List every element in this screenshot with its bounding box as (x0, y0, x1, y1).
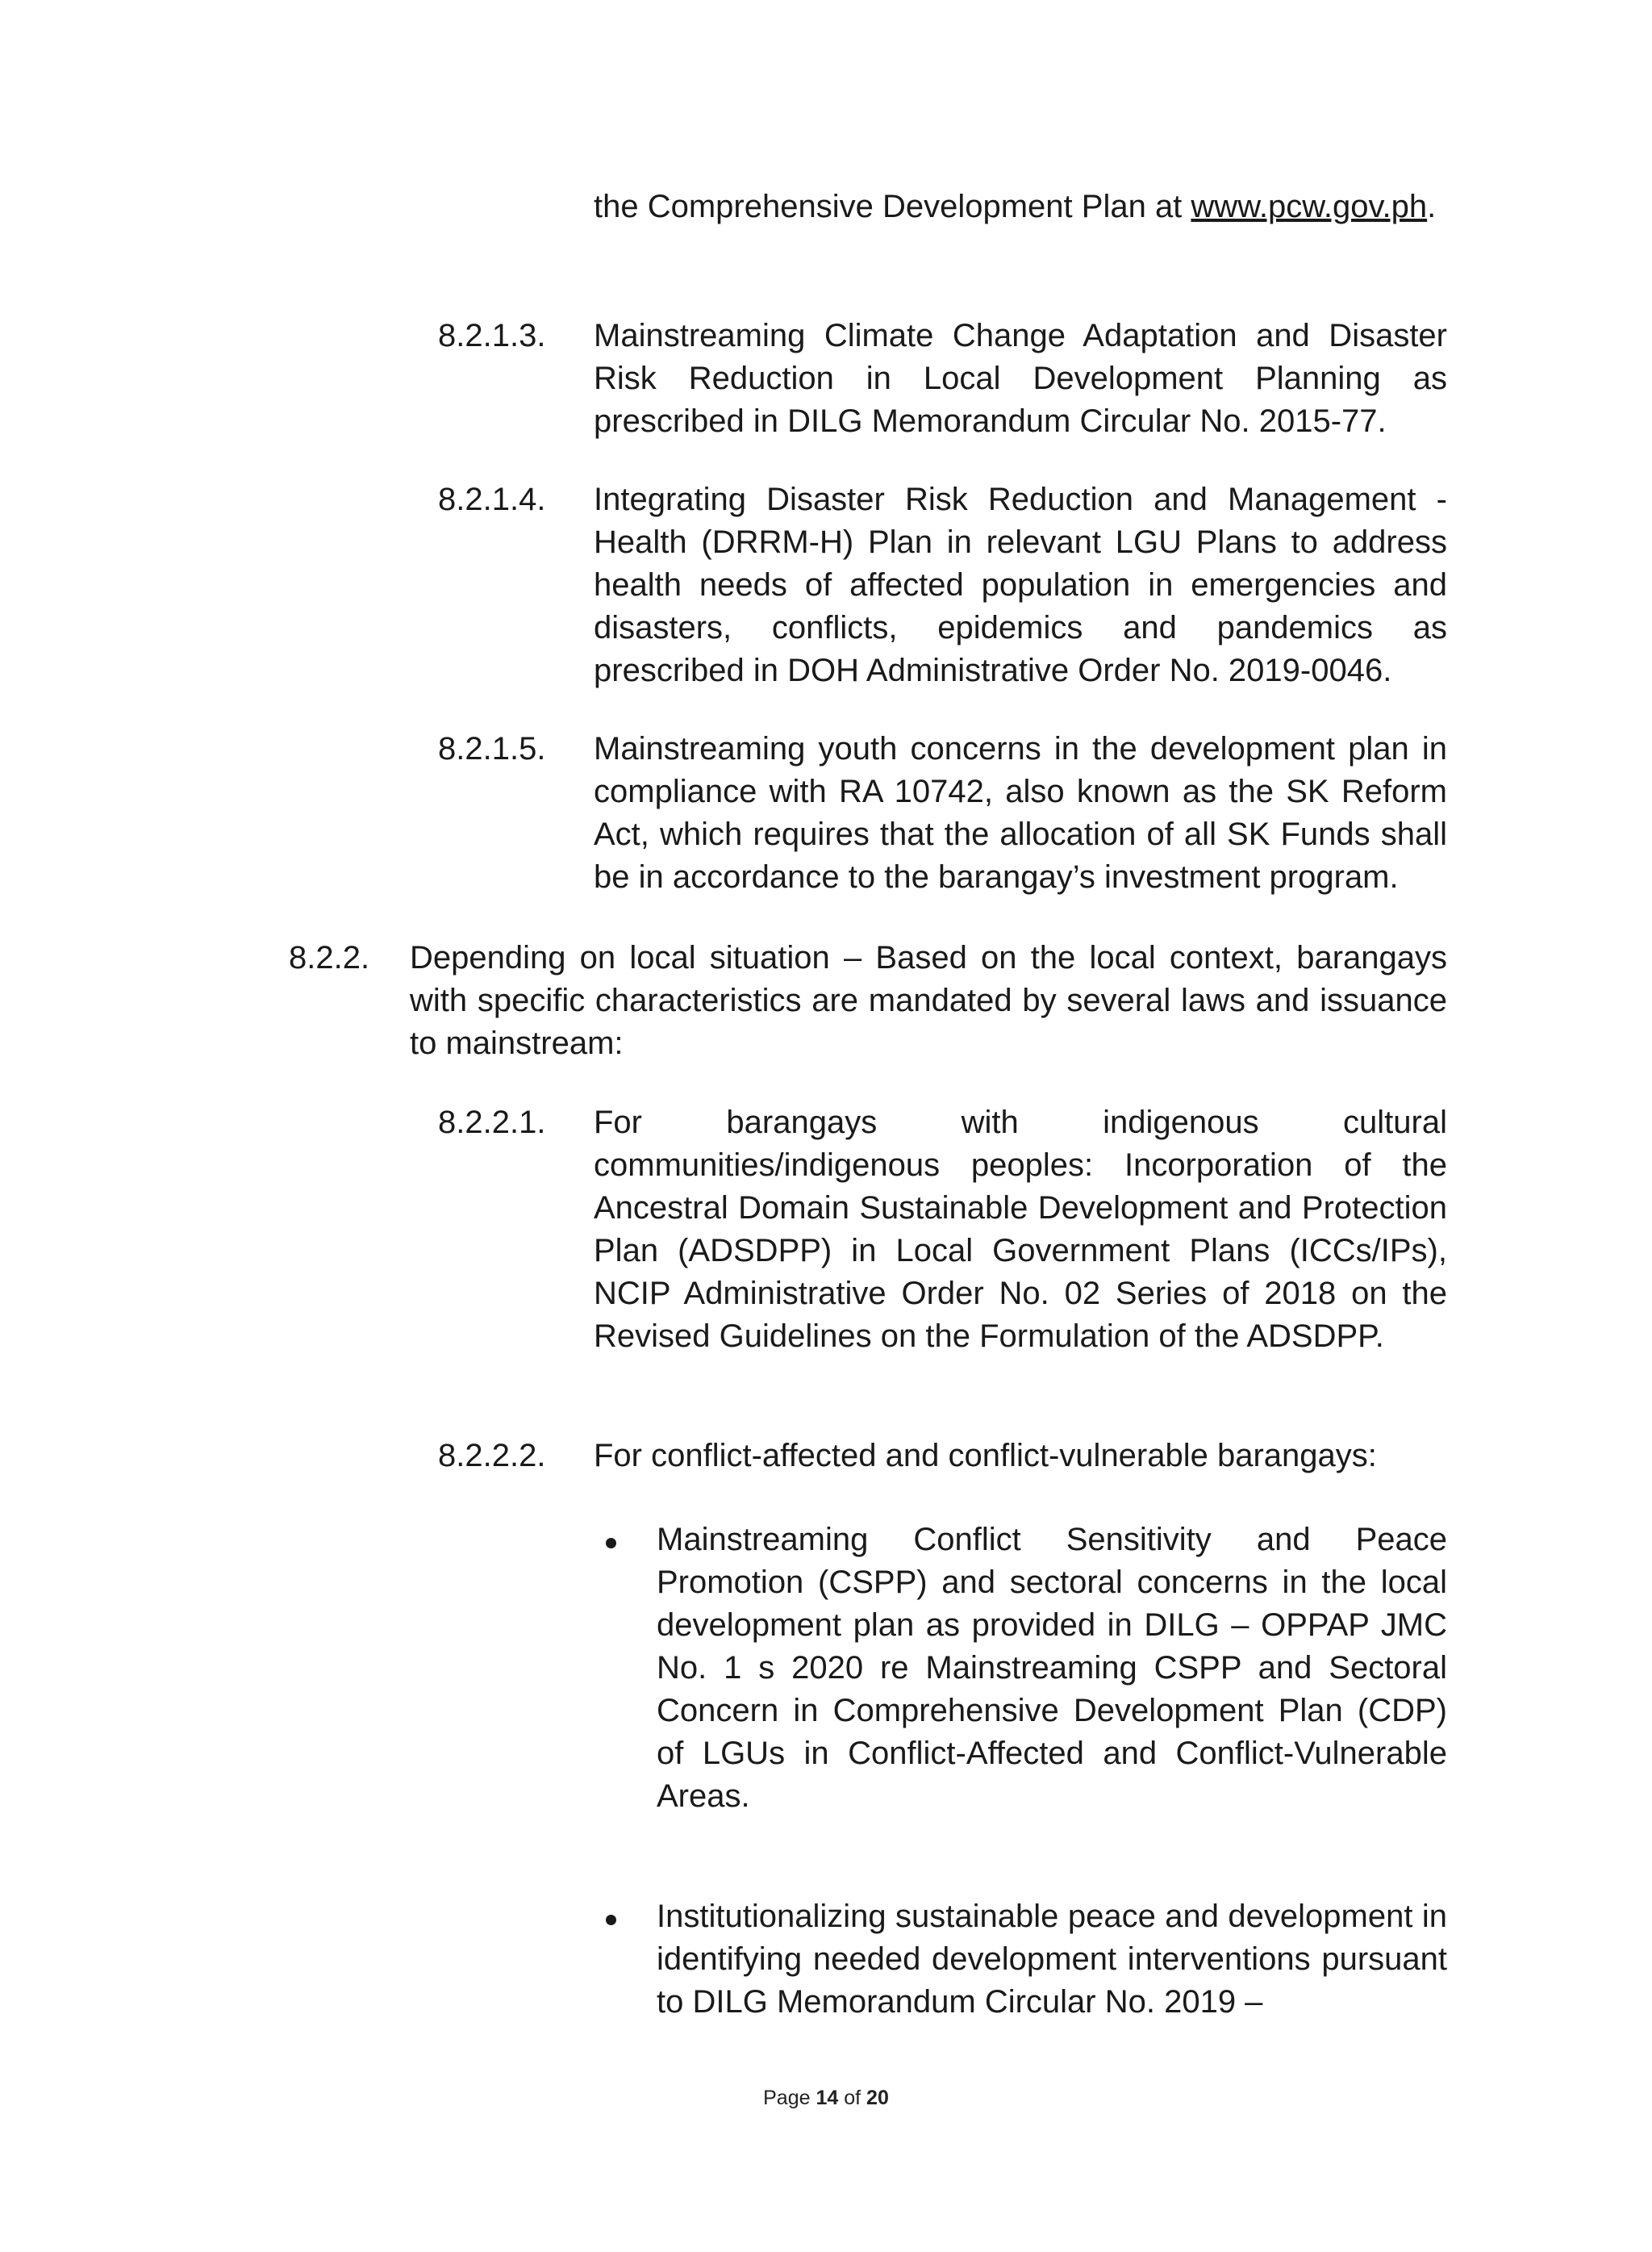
item-number-8221: 8.2.2.1. (438, 1105, 546, 1140)
item-text-8215: Mainstreaming youth concerns in the development plan in compliance with RA 10742, also known as the SK Reform Act, which requires that the allocation of all SK Funds shall be in accordance to the barangay’s investment program. (594, 731, 1447, 895)
item-text-8221: For barangays with indigenous cultural communities/indigenous peoples: Incorporation of the Ancestral Domain Sustainable Development and Protection Plan (ADSDPP) in Local Government Plans (ICCs/IPs), NCIP Administrative Order No. 02 Series of 2018 on the Revised Guidelines on the Formulation of the ADSDPP. (594, 1105, 1447, 1354)
footer-page-total: 20 (866, 2087, 889, 2109)
bullet-text-2: Institutionalizing sustainable peace and development in identifying needed development interventions pursuant to DILG Memorandum Circular No. 2019 – (657, 1899, 1447, 2020)
item-number-8213: 8.2.1.3. (438, 318, 546, 353)
item-number-8215: 8.2.1.5. (438, 731, 546, 767)
continuation-suffix: . (1427, 189, 1437, 224)
item-number-8214: 8.2.1.4. (438, 482, 546, 517)
item-text-8213: Mainstreaming Climate Change Adaptation and Disaster Risk Reduction in Local Development Planning as prescribed in DILG Memorandum Circular No. 2015-77. (594, 318, 1447, 439)
item-number-822: 8.2.2. (289, 940, 370, 976)
bullet-text-1: Mainstreaming Conflict Sensitivity and Peace Promotion (CSPP) and sectoral concerns in the local development plan as provided in DILG – OPPAP JMC No. 1 s 2020 re Mainstreaming CSPP and Sectoral Concern in Comprehensive Development Plan (CDP) of LGUs in Conflict-Affected and Conflict-Vulnerable Areas. (657, 1522, 1447, 1814)
footer-page-label: Page (763, 2087, 811, 2109)
item-text-822: Depending on local situation – Based on the local context, barangays with specific characteristics are mandated by several laws and issuance to mainstream: (410, 940, 1447, 1061)
pcw-link[interactable]: www.pcw.gov.ph (1191, 189, 1428, 224)
item-text-8222: For conflict-affected and conflict-vulnerable barangays: (594, 1438, 1377, 1473)
continuation-prefix: the Comprehensive Development Plan at (594, 189, 1183, 224)
page-footer (0, 2086, 1652, 2110)
continuation-text (594, 186, 1447, 228)
item-number-8222: 8.2.2.2. (438, 1438, 546, 1473)
bullet-dot-1 (606, 1538, 616, 1548)
item-text-8214: Integrating Disaster Risk Reduction and Management - Health (DRRM-H) Plan in relevant LGU Plans to address health needs of affected population in emergencies and disasters, conflicts, epidemics and pandemics as prescribed in DOH Administrative Order No. 2019-0046. (594, 482, 1447, 688)
bullet-dot-2 (606, 1915, 616, 1925)
footer-of-label: of (844, 2087, 861, 2109)
footer-page-current: 14 (816, 2087, 839, 2109)
